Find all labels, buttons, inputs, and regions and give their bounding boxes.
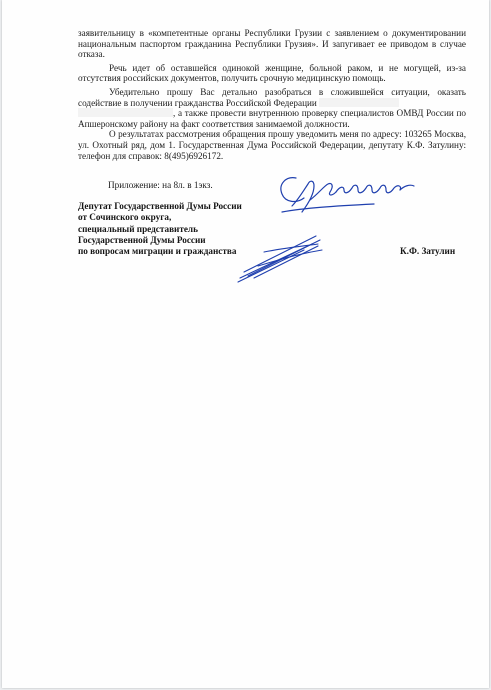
paragraph-5: О результатах рассмотрения обращения прошу уведомить меня по адресу: 103265 Москва, ул. Охотный ряд, дом 1. Государственная Дума Российской Федерации, депутату К.Ф. Затулину: телефон для справок: 8(495)6926172. bbox=[78, 129, 466, 161]
signatory-title-line: специальный представитель bbox=[78, 223, 198, 234]
document-page bbox=[2, 0, 489, 688]
signatory-title bbox=[78, 201, 242, 257]
paragraph-4 bbox=[78, 108, 466, 129]
redacted-region bbox=[78, 108, 173, 117]
paragraph-3-text: Убедительно прошу Вас детально разобраться в сложившейся ситуации, оказать содействие в получении гражданства Российской Федерации bbox=[78, 86, 466, 108]
letter-body bbox=[78, 28, 466, 161]
handwritten-signature bbox=[274, 172, 424, 220]
handwritten-scribble bbox=[234, 232, 324, 284]
paragraph-1: заявительницу в «компетентные органы Республики Грузии с заявлением о документировании национальным паспортом гражданина Республики Грузия». И запугивает ее приводом в случае отказа. bbox=[78, 28, 466, 60]
paragraph-3 bbox=[78, 87, 466, 108]
paragraph-4-text: , а также провести внутреннюю проверку специалистов ОМВД России по Апшеронскому району на факт соответствия занимаемой должности. bbox=[78, 108, 466, 129]
signatory-name: К.Ф. Затулин bbox=[400, 246, 456, 256]
paragraph-2: Речь идет об оставшейся одинокой женщине, больной раком, и не могущей, из-за отсутствия российских документов, получить срочную медицинскую помощь. bbox=[78, 62, 466, 84]
signatory-title-line: от Сочинского округа, bbox=[78, 212, 172, 223]
redacted-region bbox=[319, 98, 399, 107]
signatory-title-line: Государственной Думы России bbox=[78, 234, 206, 245]
signatory-title-line: Депутат Государственной Думы России bbox=[78, 201, 242, 211]
signatory-title-line: по вопросам миграции и гражданства bbox=[78, 246, 237, 257]
attachment-note: Приложение: на 8л. в 1экз. bbox=[108, 180, 213, 190]
